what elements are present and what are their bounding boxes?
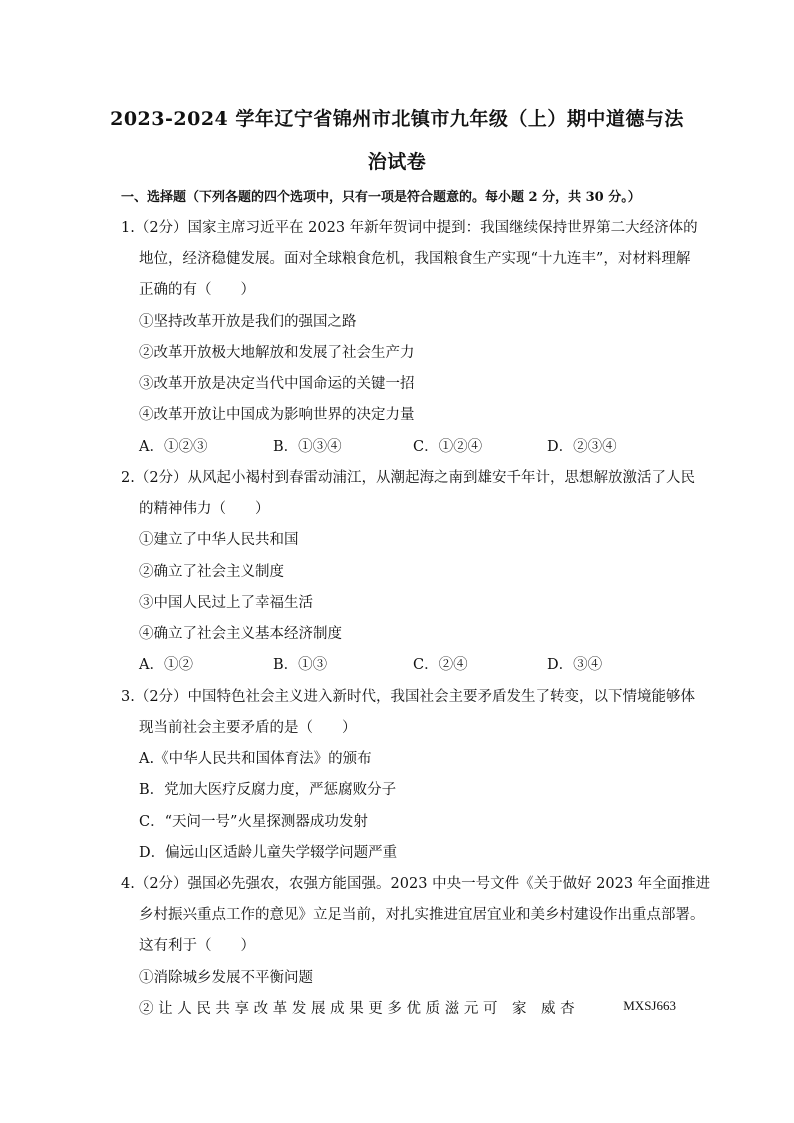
question-1-choice-d: D．②③④ — [547, 439, 617, 455]
question-1-choice-a: A．①②③ — [139, 439, 208, 455]
question-2-statement-1: ①建立了中华人民共和国 — [139, 532, 299, 548]
question-1-statement-1: ①坚持改革开放是我们的强国之路 — [139, 314, 357, 330]
question-3-option-a: A.《中华人民共和国体育法》的颁布 — [139, 751, 372, 767]
question-3-option-c: C．“天问一号”火星探测器成功发射 — [139, 814, 368, 830]
question-2-choice-d: D．③④ — [547, 657, 603, 673]
question-3-option-d: D．偏远山区适龄儿童失学辍学问题严重 — [139, 845, 398, 861]
question-3-line-2: 现当前社会主要矛盾的是（ ） — [139, 720, 357, 736]
question-2-line-1: 2.（2分）从风起小褐村到春雷动浦江，从潮起海之南到雄安千年计，思想解放激活了人民 — [121, 470, 696, 486]
exam-title-line-1: 2023-2024 学年辽宁省锦州市北镇市九年级（上）期中道德与法 — [110, 108, 684, 130]
question-4-line-2: 乡村振兴重点工作的意见》立足当前，对扎实推进宜居宜业和美乡村建设作出重点部署。 — [139, 907, 705, 923]
question-2-statement-4: ④确立了社会主义基本经济制度 — [139, 626, 342, 642]
question-2-statement-3: ③中国人民过上了幸福生活 — [139, 595, 313, 611]
section-heading: 一、选择题（下列各题的四个选项中，只有一项是符合题意的。每小题 2 分，共 30 分。） — [121, 190, 641, 205]
question-4-line-3: 这有利于（ ） — [139, 938, 255, 954]
question-3-option-b: B．党加大医疗反腐力度，严惩腐败分子 — [139, 782, 397, 798]
question-1-choice-c: C．①②④ — [413, 439, 483, 455]
question-2-statement-2: ②确立了社会主义制度 — [139, 564, 284, 580]
question-4-statement-1: ①消除城乡发展不平衡问题 — [139, 970, 313, 986]
question-4-statement-2: ② 让 人 民 共 享 改 革 发 展 成 果 更 多 优 质 滋 元 可 家 威 杏 — [139, 1001, 575, 1017]
question-3-line-1: 3.（2分）中国特色社会主义进入新时代，我国社会主要矛盾发生了转变，以下情境能够体 — [121, 689, 696, 705]
question-1-statement-4: ④改革开放让中国成为影响世界的决定力量 — [139, 407, 415, 423]
exam-title-line-2: 治试卷 — [367, 151, 427, 173]
watermark-code: MXSJ663 — [623, 998, 676, 1013]
question-2-line-2: 的精神伟力（ ） — [139, 501, 270, 517]
question-2-choice-b: B．①③ — [273, 657, 328, 673]
question-2-choice-c: C．②④ — [413, 657, 468, 673]
question-1-line-1: 1.（2分）国家主席习近平在 2023 年新年贺词中提到：我国继续保持世界第二大经济体的 — [121, 220, 698, 236]
question-1-statement-2: ②改革开放极大地解放和发展了社会生产力 — [139, 345, 415, 361]
question-2-choice-a: A．①② — [139, 657, 193, 673]
question-1-line-3: 正确的有（ ） — [139, 282, 255, 298]
question-1-line-2: 地位，经济稳健发展。面对全球粮食危机，我国粮食生产实现“十九连丰”，对材料理解 — [139, 251, 691, 267]
question-1-statement-3: ③改革开放是决定当代中国命运的关键一招 — [139, 376, 415, 392]
question-4-line-1: 4.（2分）强国必先强农，农强方能国强。2023 中央一号文件《关于做好 2023 年全面推进 — [121, 876, 711, 892]
question-1-choice-b: B．①③④ — [273, 439, 342, 455]
